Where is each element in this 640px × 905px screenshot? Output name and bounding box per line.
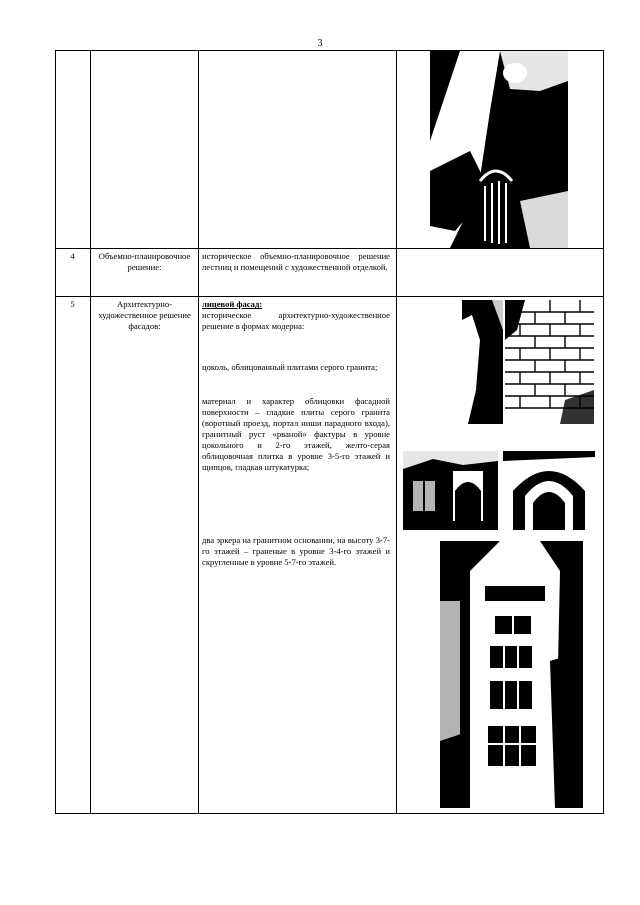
table-border xyxy=(603,50,604,814)
section-heading: лицевой фасад: xyxy=(202,299,263,309)
table-border xyxy=(55,296,604,297)
table-border xyxy=(90,50,91,814)
paragraph: цоколь, облицованный плитами серого гранита; xyxy=(202,362,378,372)
paragraph: два эркера на гранитном основании, на высоту 3-7-го этажей – граненые в уровне 3-4-го этажей и скругленные в уровне 5-7-го этажей. xyxy=(202,535,390,567)
row-description: историческое объемно-планировочное решение лестниц и помещений с художественной отделкой. xyxy=(202,251,390,272)
paragraph: историческое архитектурно-художественное решение в формах модерна: xyxy=(202,310,390,331)
table-border xyxy=(55,813,604,814)
entrance-portal-photo-icon xyxy=(403,451,498,530)
staircase-photo-icon xyxy=(430,51,568,248)
row-number: 4 xyxy=(70,251,75,261)
arch-gateway-photo-icon xyxy=(503,451,595,530)
facade-detail-photo-icon xyxy=(462,300,503,424)
page-number: 3 xyxy=(317,38,323,49)
row-number: 5 xyxy=(70,299,75,309)
brick-tile-photo-icon xyxy=(505,300,594,424)
bay-window-facade-photo-icon xyxy=(440,541,583,808)
table-border xyxy=(55,50,56,814)
table-border xyxy=(396,50,397,814)
row-title: Архитектурно-художественное решение фасадов: xyxy=(98,299,191,331)
table-border xyxy=(198,50,199,814)
row-title: Объемно-планировочное решение: xyxy=(98,251,191,272)
table-border xyxy=(55,248,604,249)
paragraph: материал и характер облицовки фасадной поверхности – гладкие плиты серого гранита (воротный проезд, портал ниши парадного входа), гранитный руст «рваной» фактуры в уровне цокольного и 2-го этажей, желто-серая облицовочная плитка в уровне 3-5-го этажей и щипцов, гладкая штукатурка; xyxy=(202,396,390,472)
